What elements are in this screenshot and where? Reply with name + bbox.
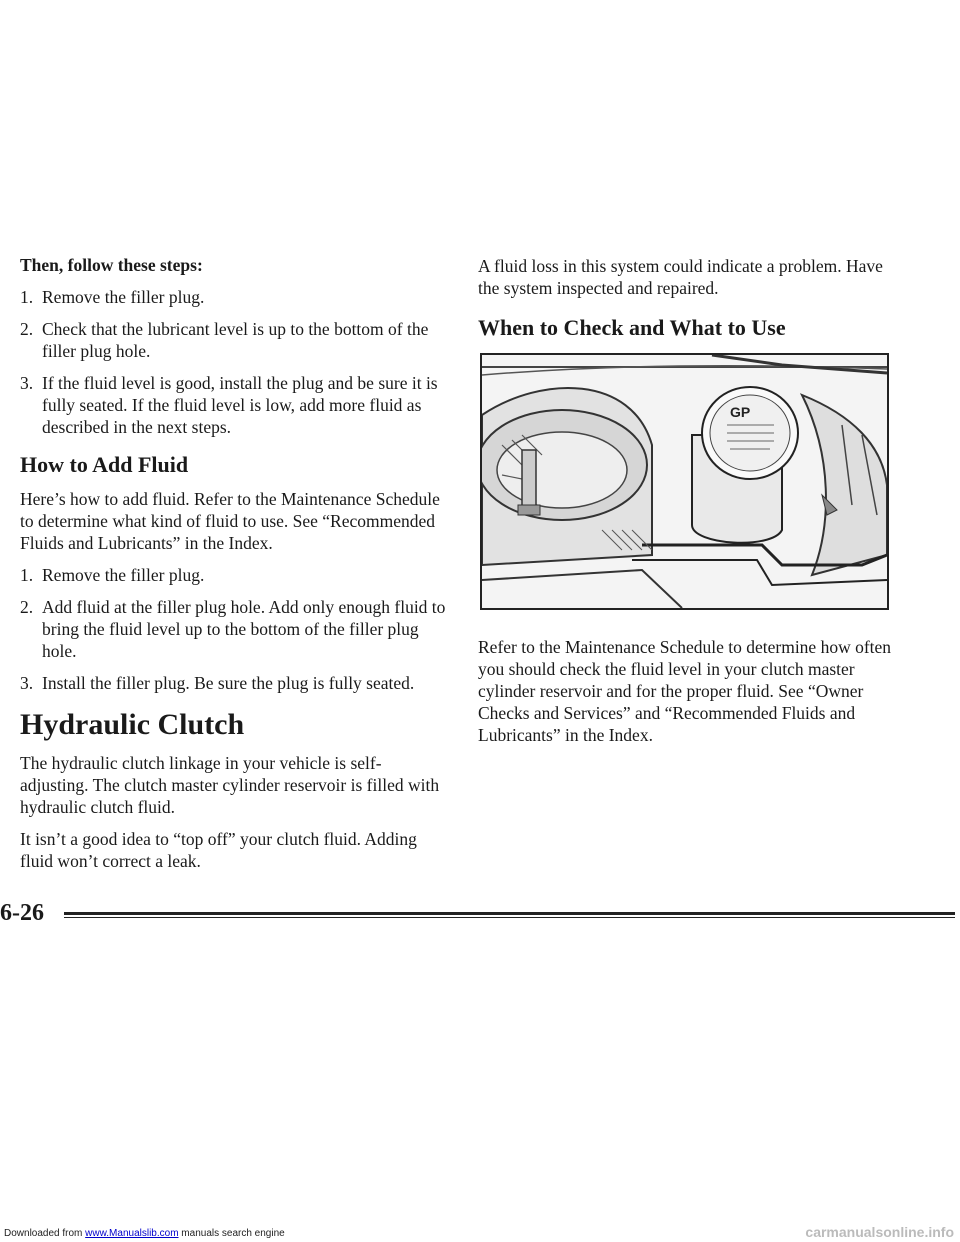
manualslib-link[interactable]: www.Manualslib.com: [85, 1228, 179, 1239]
step-text: Check that the lubricant level is up to the bottom of the filler plug hole.: [42, 319, 429, 361]
list-item: [20, 564, 450, 586]
step-text: Remove the filler plug.: [42, 287, 205, 307]
svg-text:GP: GP: [730, 404, 751, 420]
step-number: 1.: [20, 565, 34, 585]
step-text: Add fluid at the filler plug hole. Add only enough fluid to bring the fluid level up to the bottom of the filler plug hole.: [42, 597, 446, 661]
page-number: 6-26: [0, 900, 44, 926]
step-number: 2.: [20, 597, 34, 617]
right-column: [478, 255, 908, 756]
list-item: [20, 596, 450, 662]
add-fluid-steps-list: [20, 564, 450, 694]
clutch-reservoir-illustration: [480, 353, 889, 610]
left-column: [20, 255, 450, 882]
step-text: Install the filler plug. Be sure the plug is fully seated.: [42, 673, 415, 693]
banner-suffix: manuals search engine: [178, 1228, 285, 1239]
how-to-intro: Here’s how to add fluid. Refer to the Maintenance Schedule to determine what kind of fluid to use. See “Recommended Fluids and Lubricants” in the Index.: [20, 489, 440, 553]
fluid-loss-paragraph: A fluid loss in this system could indicate a problem. Have the system inspected and repaired.: [478, 256, 883, 298]
clutch-paragraph-2: It isn’t a good idea to “top off” your clutch fluid. Adding fluid won’t correct a leak.: [20, 829, 417, 871]
how-to-add-fluid-heading: How to Add Fluid: [20, 452, 189, 477]
step-number: 2.: [20, 319, 34, 339]
steps-lead: Then, follow these steps:: [20, 255, 203, 275]
site-watermark: carmanualsonline.info: [805, 1224, 954, 1240]
hydraulic-clutch-heading: Hydraulic Clutch: [20, 708, 245, 741]
list-item: [20, 286, 450, 308]
list-item: [20, 372, 450, 438]
clutch-paragraph-1: The hydraulic clutch linkage in your vehicle is self-adjusting. The clutch master cylinder reservoir is filled with hydraulic clutch fluid.: [20, 753, 440, 817]
step-number: 1.: [20, 287, 34, 307]
when-to-check-heading: When to Check and What to Use: [478, 315, 786, 340]
step-number: 3.: [20, 673, 34, 693]
download-banner: [4, 1228, 285, 1239]
footer-rule-thin: [64, 917, 955, 918]
check-steps-list: [20, 286, 450, 438]
step-text: If the fluid level is good, install the plug and be sure it is fully seated. If the fluid level is low, add more fluid as described in the next steps.: [42, 373, 438, 437]
list-item: [20, 318, 450, 362]
step-text: Remove the filler plug.: [42, 565, 205, 585]
banner-prefix: Downloaded from: [4, 1228, 86, 1239]
step-number: 3.: [20, 373, 34, 393]
engine-compartment-drawing: [482, 355, 887, 608]
list-item: [20, 672, 450, 694]
when-to-check-paragraph: Refer to the Maintenance Schedule to determine how often you should check the fluid level in your clutch master cylinder reservoir and for the proper fluid. See “Owner Checks and Services” and “Recommended Fluids and Lubricants” in the Index.: [478, 637, 892, 745]
page-footer: [0, 900, 960, 940]
footer-rule: [64, 912, 955, 915]
